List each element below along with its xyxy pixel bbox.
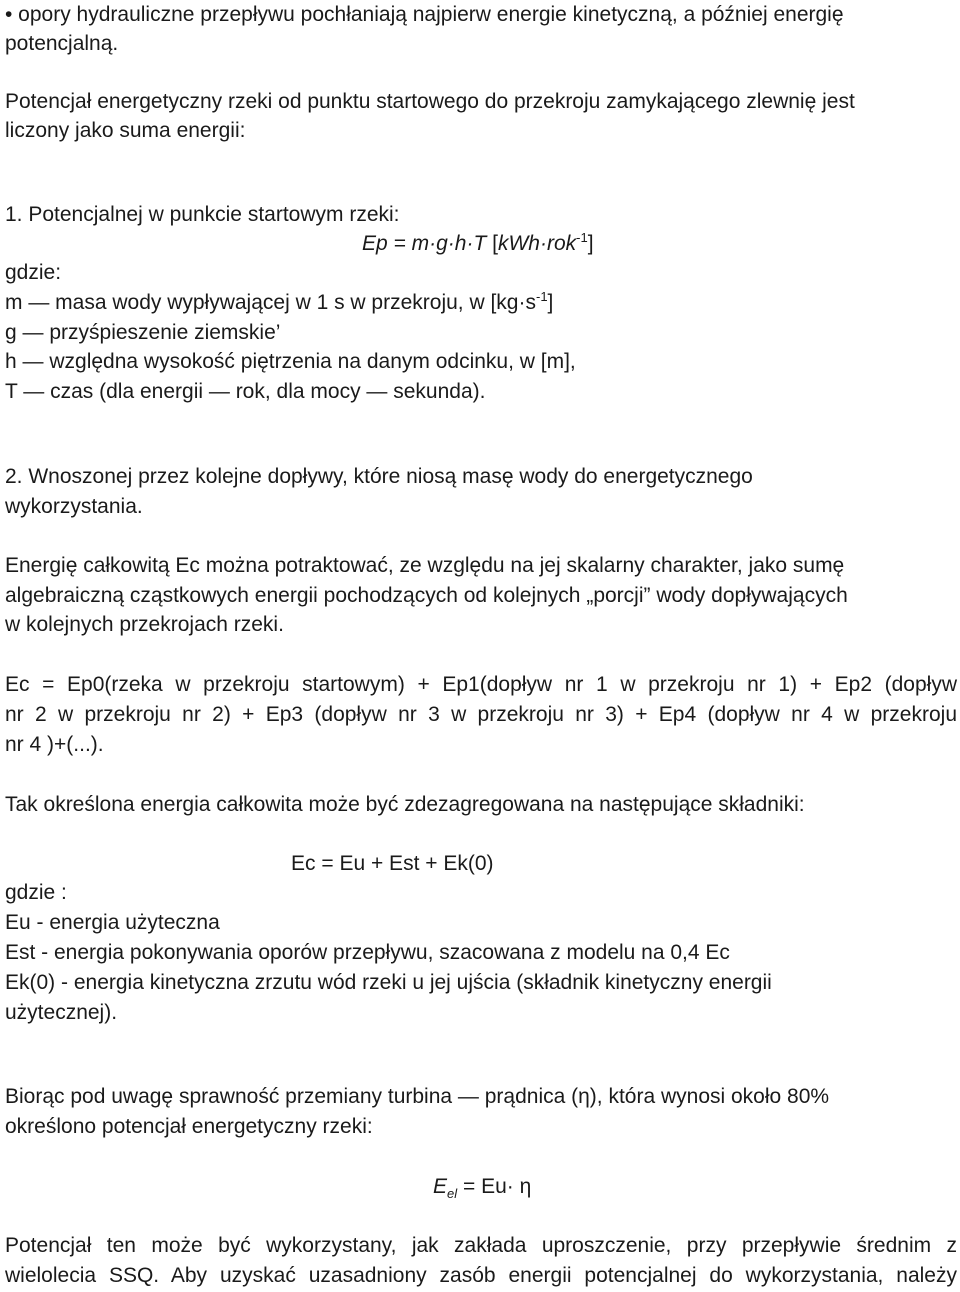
formula-unit-close: ] [587,232,594,255]
bullet-paragraph-line-1: • opory hydrauliczne przepływu pochłaniają najpierw energie kinetyczną, a później energię [5,3,844,26]
formula-unit-exponent: -1 [576,230,588,245]
definition-T: T — czas (dla energii — rok, dla mocy — sekunda). [5,380,486,403]
definition-m-exponent: -1 [535,289,548,304]
efficiency-paragraph-line-1: Biorąc pod uwagę sprawność przemiany turbina — prądnica (η), która wynosi około 80% [5,1085,830,1108]
definition-m [5,288,553,318]
intro-paragraph-line-1: Potencjał energetyczny rzeki od punktu startowego do przekroju zamykającego zlewnię jest [5,90,855,113]
bullet-paragraph-line-2: potencjalną. [5,32,119,55]
definition-eu: Eu - energia użyteczna [5,911,220,934]
definition-m-text: m — masa wody wypływającej w 1 s w przekroju, w [kg·s [5,291,536,314]
definition-ek-line-1: Ek(0) - energia kinetyczna zrzutu wód rzeki u jej ujścia (składnik kinetyczny energii [5,971,772,994]
intro-paragraph-line-2: liczony jako suma energii: [5,119,246,142]
total-energy-paragraph-line-2: algebraiczną cząstkowych energii pochodzących od kolejnych „porcji” wody dopływających [5,584,848,607]
total-energy-paragraph-line-1: Energię całkowitą Ec można potraktować, ze względu na jej skalarny charakter, jako sumę [5,554,845,577]
formula-rhs: = Eu· η [457,1175,532,1198]
formula-unit-open: [ [492,232,498,255]
where-label-2: gdzie : [5,881,67,904]
sum-formula-line-1: Ec = Ep0(rzeka w przekroju startowym) + Ep1(dopływ nr 1 w przekroju nr 1) + Ep2 (dopływ [5,673,957,696]
sum-formula-line-3: nr 4 )+(...). [5,733,104,756]
definition-est: Est - energia pokonywania oporów przepływu, szacowana z modelu na 0,4 Ec [5,941,730,964]
formula-unit: kWh·rok [497,232,577,255]
definition-m-close: ] [547,291,554,314]
final-paragraph-line-2: wielolecia SSQ. Aby uzyskać uzasadniony zasób energii potencjalnej do wykorzystania, należy [5,1264,957,1287]
formula-electric-energy [433,1172,531,1202]
definition-ek-line-2: użytecznej). [5,1001,118,1024]
item-2-line-1: 2. Wnoszonej przez kolejne dopływy, które niosą masę wody do energetycznego [5,465,753,488]
decomposition-intro: Tak określona energia całkowita może być zdezagregowana na następujące składniki: [5,793,805,816]
formula-total-energy: Ec = Eu + Est + Ek(0) [291,852,494,875]
total-energy-paragraph-line-3: w kolejnych przekrojach rzeki. [5,613,284,636]
definition-g: g — przyśpieszenie ziemskie’ [5,321,281,344]
item-2-line-2: wykorzystania. [5,495,143,518]
formula-lhs: Ep = m·g·h·T [362,232,493,255]
definition-h: h — względna wysokość piętrzenia na danym odcinku, w [m], [5,350,576,373]
where-label-1: gdzie: [5,261,62,284]
formula-el-subscript: el [447,1186,458,1201]
sum-formula-line-2: nr 2 w przekroju nr 2) + Ep3 (dopływ nr 3 w przekroju nr 3) + Ep4 (dopływ nr 4 w przekroju [5,703,957,726]
final-paragraph-line-1: Potencjał ten może być wykorzystany, jak zakłada uproszczenie, przy przepływie średnim z [5,1234,957,1257]
formula-e: E [433,1175,448,1198]
formula-potential-energy [362,229,594,259]
efficiency-paragraph-line-2: określono potencjał energetyczny rzeki: [5,1115,373,1138]
item-1-heading: 1. Potencjalnej w punkcie startowym rzeki: [5,203,400,226]
